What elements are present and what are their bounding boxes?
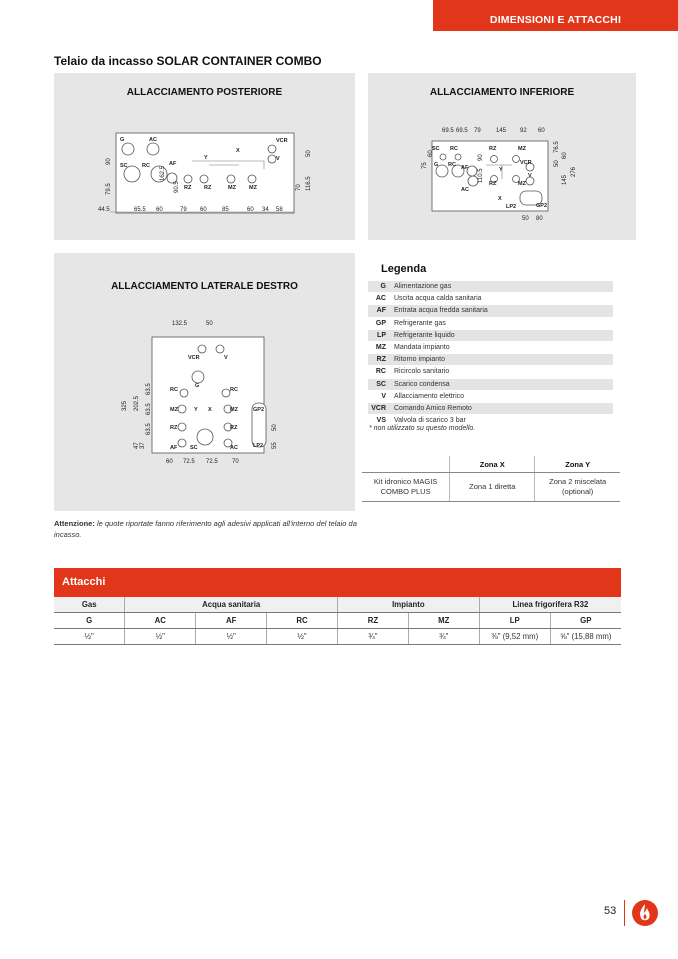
rear-dim: 60 (200, 207, 207, 213)
legend-row (368, 305, 613, 317)
attacco-value: ½" (196, 629, 267, 645)
side-label: AC (230, 445, 238, 451)
side-label: RC (170, 387, 178, 393)
rear-dim: 34 (262, 207, 269, 213)
legend-code: SC (368, 378, 394, 390)
legend-desc: Ricircolo sanitario (394, 366, 613, 378)
legend-row (368, 329, 613, 341)
bottom-dim: 92 (520, 128, 527, 134)
panel-side-title: ALLACCIAMENTO LATERALE DESTRO (111, 281, 298, 292)
side-dim: 37 (140, 442, 146, 449)
group-header: Acqua sanitaria (125, 597, 338, 613)
rear-connection-diagram (54, 73, 355, 240)
legend-row (368, 366, 613, 378)
side-dim: 63.5 (146, 403, 152, 415)
rear-dim: 58 (276, 207, 283, 213)
legend-desc: Alimentazione gas (394, 281, 613, 293)
legend-code: V (368, 390, 394, 402)
rear-dim: 70 (296, 184, 302, 191)
side-dim: 202.5 (134, 395, 140, 411)
group-header: Linea frigorifera R32 (479, 597, 621, 613)
bottom-dim: 50 (554, 160, 560, 167)
rear-dim: 79 (180, 207, 187, 213)
rear-dim: 65.5 (134, 207, 146, 213)
column-header: AF (196, 613, 267, 629)
bottom-label: RZ (489, 146, 497, 152)
rear-label: RC (142, 163, 150, 169)
zone-header (362, 456, 450, 473)
bottom-label: X (498, 196, 502, 202)
side-label: V (224, 355, 228, 361)
side-dim: 63.5 (146, 383, 152, 395)
legend-code: LP (368, 329, 394, 341)
legend-code: GP (368, 317, 394, 329)
attacco-value: ½" (54, 629, 125, 645)
legend-code: VS (368, 415, 394, 427)
rear-label: MZ (249, 185, 257, 191)
legend-code: RZ (368, 354, 394, 366)
bottom-dim: 80 (536, 216, 543, 222)
side-dim: 70 (232, 459, 239, 465)
group-header: Impianto (338, 597, 480, 613)
attention-text: le quote riportate fanno riferimento agli adesivi applicati all'interno del telaio da incasso. (54, 519, 357, 539)
bottom-dim: 79 (474, 128, 481, 134)
legend-desc: Mandata impianto (394, 341, 613, 353)
legend-row (368, 293, 613, 305)
zone-table (362, 456, 620, 502)
side-label: RZ (170, 425, 178, 431)
rear-dim: 90.5 (174, 181, 180, 193)
side-label: RZ (230, 425, 238, 431)
side-dim: 132.5 (172, 321, 188, 327)
legend-desc: Refrigerante liquido (394, 329, 613, 341)
brand-flame-icon (630, 898, 660, 928)
rear-label: VCR (276, 138, 288, 144)
rear-dim: 162.5 (160, 165, 166, 181)
bottom-dim: 69.5 (456, 128, 468, 134)
bottom-dim: 60 (562, 152, 568, 159)
legend-code: AF (368, 305, 394, 317)
bottom-dim: 110.5 (478, 168, 484, 183)
bottom-label: RZ (489, 181, 497, 187)
column-header: LP (479, 613, 550, 629)
zone-y-value: Zona 2 miscelata (optional) (535, 473, 620, 502)
attacco-value: ⅜" (9,52 mm) (479, 629, 550, 645)
rear-dim: 79.5 (106, 183, 112, 195)
column-header: MZ (408, 613, 479, 629)
section-header: DIMENSIONI E ATTACCHI (433, 0, 678, 31)
side-label: Y (194, 407, 198, 413)
bottom-label: VCR (520, 160, 532, 166)
column-header: RZ (338, 613, 409, 629)
legend-code: AC (368, 293, 394, 305)
rear-label: Y (204, 155, 208, 161)
column-header: GP (550, 613, 621, 629)
side-label: VCR (188, 355, 200, 361)
bottom-dim: 90 (478, 154, 484, 161)
bottom-dim: 60 (428, 150, 434, 157)
side-dim: 325 (122, 400, 128, 411)
rear-label: SC (120, 163, 128, 169)
legend-desc: Comando Amico Remoto (394, 402, 613, 414)
zone-x-value: Zona 1 diretta (450, 473, 535, 502)
rear-label: AC (149, 137, 157, 143)
bottom-dim: 69.5 (442, 128, 454, 134)
legend-code: G (368, 281, 394, 293)
bottom-label: MZ (518, 181, 526, 187)
bottom-label: SC (432, 146, 440, 152)
column-header: AC (125, 613, 196, 629)
legend-desc: Entrata acqua fredda sanitaria (394, 305, 613, 317)
side-label: AF (170, 445, 178, 451)
column-header: G (54, 613, 125, 629)
rear-label: AF (169, 161, 177, 167)
bottom-label: AC (461, 187, 469, 193)
legend-row (368, 354, 613, 366)
rear-dim: 60 (156, 207, 163, 213)
legend-row (368, 402, 613, 414)
bottom-label: AF (461, 165, 469, 171)
attacco-value: ½" (267, 629, 338, 645)
panel-side (54, 253, 355, 511)
zone-header: Zona X (450, 456, 535, 473)
side-dim: 55 (272, 442, 278, 449)
legend-desc: Uscita acqua calda sanitaria (394, 293, 613, 305)
attacco-value: ¾" (408, 629, 479, 645)
rear-label: RZ (184, 185, 192, 191)
rear-dim: 90 (106, 158, 112, 165)
legend-row (368, 378, 613, 390)
bottom-label: V (528, 173, 532, 179)
page-number: 53 (604, 905, 617, 917)
side-dim: 63.5 (146, 423, 152, 435)
rear-label: V (276, 156, 280, 162)
legend-code: MZ (368, 341, 394, 353)
side-label: RC (230, 387, 238, 393)
rear-label: RZ (204, 185, 212, 191)
side-dim: 72.5 (206, 459, 218, 465)
legend-desc: Scarico condensa (394, 378, 613, 390)
group-header: Gas (54, 597, 125, 613)
bottom-label: LP2 (506, 204, 517, 210)
side-label: MZ (230, 407, 238, 413)
attacco-value: ⅝" (15,88 mm) (550, 629, 621, 645)
bottom-dim: 145 (496, 128, 507, 134)
bottom-dim: 75 (422, 162, 428, 169)
rear-dim: 60 (247, 207, 254, 213)
panel-rear (54, 73, 355, 240)
legend-code: RC (368, 366, 394, 378)
side-label: MZ (170, 407, 178, 413)
side-dim: 47 (134, 442, 140, 449)
bottom-dim: 76.5 (554, 141, 560, 153)
side-dim: 72.5 (183, 459, 195, 465)
attention-note (54, 518, 364, 540)
rear-dim: 116.5 (306, 176, 312, 191)
bottom-label: RC (448, 162, 456, 168)
side-dim: 50 (272, 424, 278, 431)
zone-row-label: Kit idronico MAGIS COMBO PLUS (362, 473, 450, 502)
attacchi-table (54, 597, 621, 645)
side-label: GP2 (253, 407, 265, 413)
panel-bottom (368, 73, 636, 240)
side-dim: 50 (206, 321, 213, 327)
side-label: X (208, 407, 212, 413)
bottom-dim: 60 (538, 128, 545, 134)
rear-dim: 50 (306, 150, 312, 157)
attention-label: Attenzione: (54, 519, 95, 528)
legend-desc: Valvola di scarico 3 bar (394, 415, 613, 427)
legend-row (368, 390, 613, 402)
panel-rear-title: ALLACCIAMENTO POSTERIORE (126, 87, 283, 98)
side-label: SC (190, 445, 198, 451)
bottom-label: RC (450, 146, 458, 152)
bottom-dim: 276 (571, 166, 577, 177)
rear-label: G (120, 137, 125, 143)
legend-table (368, 281, 613, 427)
legend-desc: Allacciamento elettrico (394, 390, 613, 402)
rear-label: X (236, 148, 240, 154)
legend-row (368, 341, 613, 353)
side-label: LP2 (253, 443, 264, 449)
zone-header: Zona Y (535, 456, 620, 473)
legend-title: Legenda (381, 263, 427, 275)
side-connection-diagram (54, 253, 355, 511)
bottom-label: GP2 (536, 203, 548, 209)
side-label: G (195, 383, 200, 389)
bottom-label: G (434, 162, 439, 168)
legend-row (368, 317, 613, 329)
attacco-value: ½" (125, 629, 196, 645)
bottom-dim: 145 (562, 174, 568, 185)
rear-dim: 44.5 (98, 207, 110, 213)
legend-code: VCR (368, 402, 394, 414)
rear-label: MZ (228, 185, 236, 191)
bottom-label: Y (499, 167, 503, 173)
page-title: Telaio da incasso SOLAR CONTAINER COMBO (54, 54, 322, 68)
legend-note: * non utilizzato su questo modello. (369, 425, 476, 432)
attacco-value: ¾" (338, 629, 409, 645)
legend-row (368, 281, 613, 293)
panel-bottom-title: ALLACCIAMENTO INFERIORE (429, 87, 575, 98)
column-header: RC (267, 613, 338, 629)
rear-dim: 85 (222, 207, 229, 213)
bottom-connection-diagram (368, 73, 636, 240)
bottom-label: MZ (518, 146, 526, 152)
legend-desc: Refrigerante gas (394, 317, 613, 329)
side-dim: 60 (166, 459, 173, 465)
legend-desc: Ritorno impianto (394, 354, 613, 366)
bottom-dim: 50 (522, 216, 529, 222)
attacchi-title: Attacchi (54, 568, 621, 597)
footer-divider (624, 900, 625, 926)
